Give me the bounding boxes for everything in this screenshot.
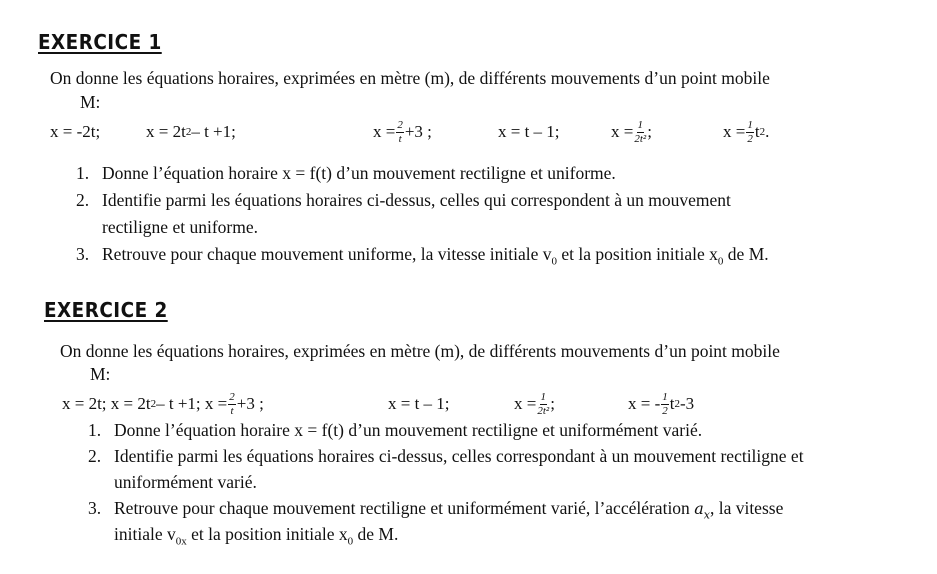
fraction: $\frac{2}{t}$ [229,390,235,417]
exercise-2-title: EXERCICE 2 [44,298,168,322]
exercise-1-eq-2: x = 2t 2 – t +1; [146,122,236,141]
fraction: $\frac{2}{t}$ [397,118,403,145]
exercise-2-question-3: 3. Retrouve pour chaque mouvement rectiligne et uniformément varié, l’accélération $a_x$, la vitesse [88,498,784,522]
exercise-1-intro-line2: M: [80,92,101,112]
exercise-2-question-2-cont: uniformément varié. [114,472,257,492]
exercise-2-question-2: 2. Identifie parmi les équations horaires ci-dessus, celles correspondant à un mouvement rectiligne et [88,446,804,466]
exercise-1-question-2: 2. Identifie parmi les équations horaires ci-dessus, celles qui correspondent à un mouvement [76,190,731,210]
exercise-1-eq-4: x = t – 1; [498,122,560,141]
exercise-2-question-1: 1. Donne l’équation horaire x = f(t) d’un mouvement rectiligne et uniformément varié. [88,420,703,440]
exercise-1-eq-5: x = $\frac{1}{\text{2t²}}$ ; [611,118,652,145]
exercise-2-eq-2: x = t – 1; [388,394,450,413]
exercise-2-eq-group-1: x = 2t; x = 2t 2 – t +1; x = $\frac{2}{t}$ +3 ; [62,390,264,417]
exercise-1-question-3: 3. Retrouve pour chaque mouvement uniforme, la vitesse initiale $v_0$ et la position initiale $x_0$ de M. [76,244,769,268]
exercise-2-eq-4: x = - $\frac{1}{2}$ t 2 -3 [628,390,695,417]
fraction: $\frac{1}{\text{2t²}}$ [537,390,550,417]
exercise-2-intro-line2: M: [90,364,111,384]
exercise-1-intro-line1: On donne les équations horaires, exprimées en mètre (m), de différents mouvements d’un point mobile [50,68,770,88]
exercise-1-eq-3: x = $\frac{2}{t}$ +3 ; [373,118,432,145]
exercise-1-question-1: 1. Donne l’équation horaire x = f(t) d’un mouvement rectiligne et uniforme. [76,163,616,183]
exercise-2-question-3-cont: initiale $v_{0x}$ et la position initiale $x_0$ de M. [114,524,399,548]
exercise-1-question-2-cont: rectiligne et uniforme. [102,217,258,237]
exercise-1-title: EXERCICE 1 [38,30,162,54]
fraction: $\frac{1}{2}$ [747,118,753,145]
fraction: $\frac{1}{\text{2t²}}$ [634,118,647,145]
exercise-2-eq-3: x = $\frac{1}{\text{2t²}}$ ; [514,390,555,417]
exercise-1-eq-1: x = -2t; [50,122,101,141]
fraction: $\frac{1}{2}$ [662,390,668,417]
exercise-1-eq-6: x = $\frac{1}{2}$ t 2 . [723,118,770,145]
exercise-2-intro-line1: On donne les équations horaires, exprimées en mètre (m), de différents mouvements d’un point mobile [60,341,780,361]
